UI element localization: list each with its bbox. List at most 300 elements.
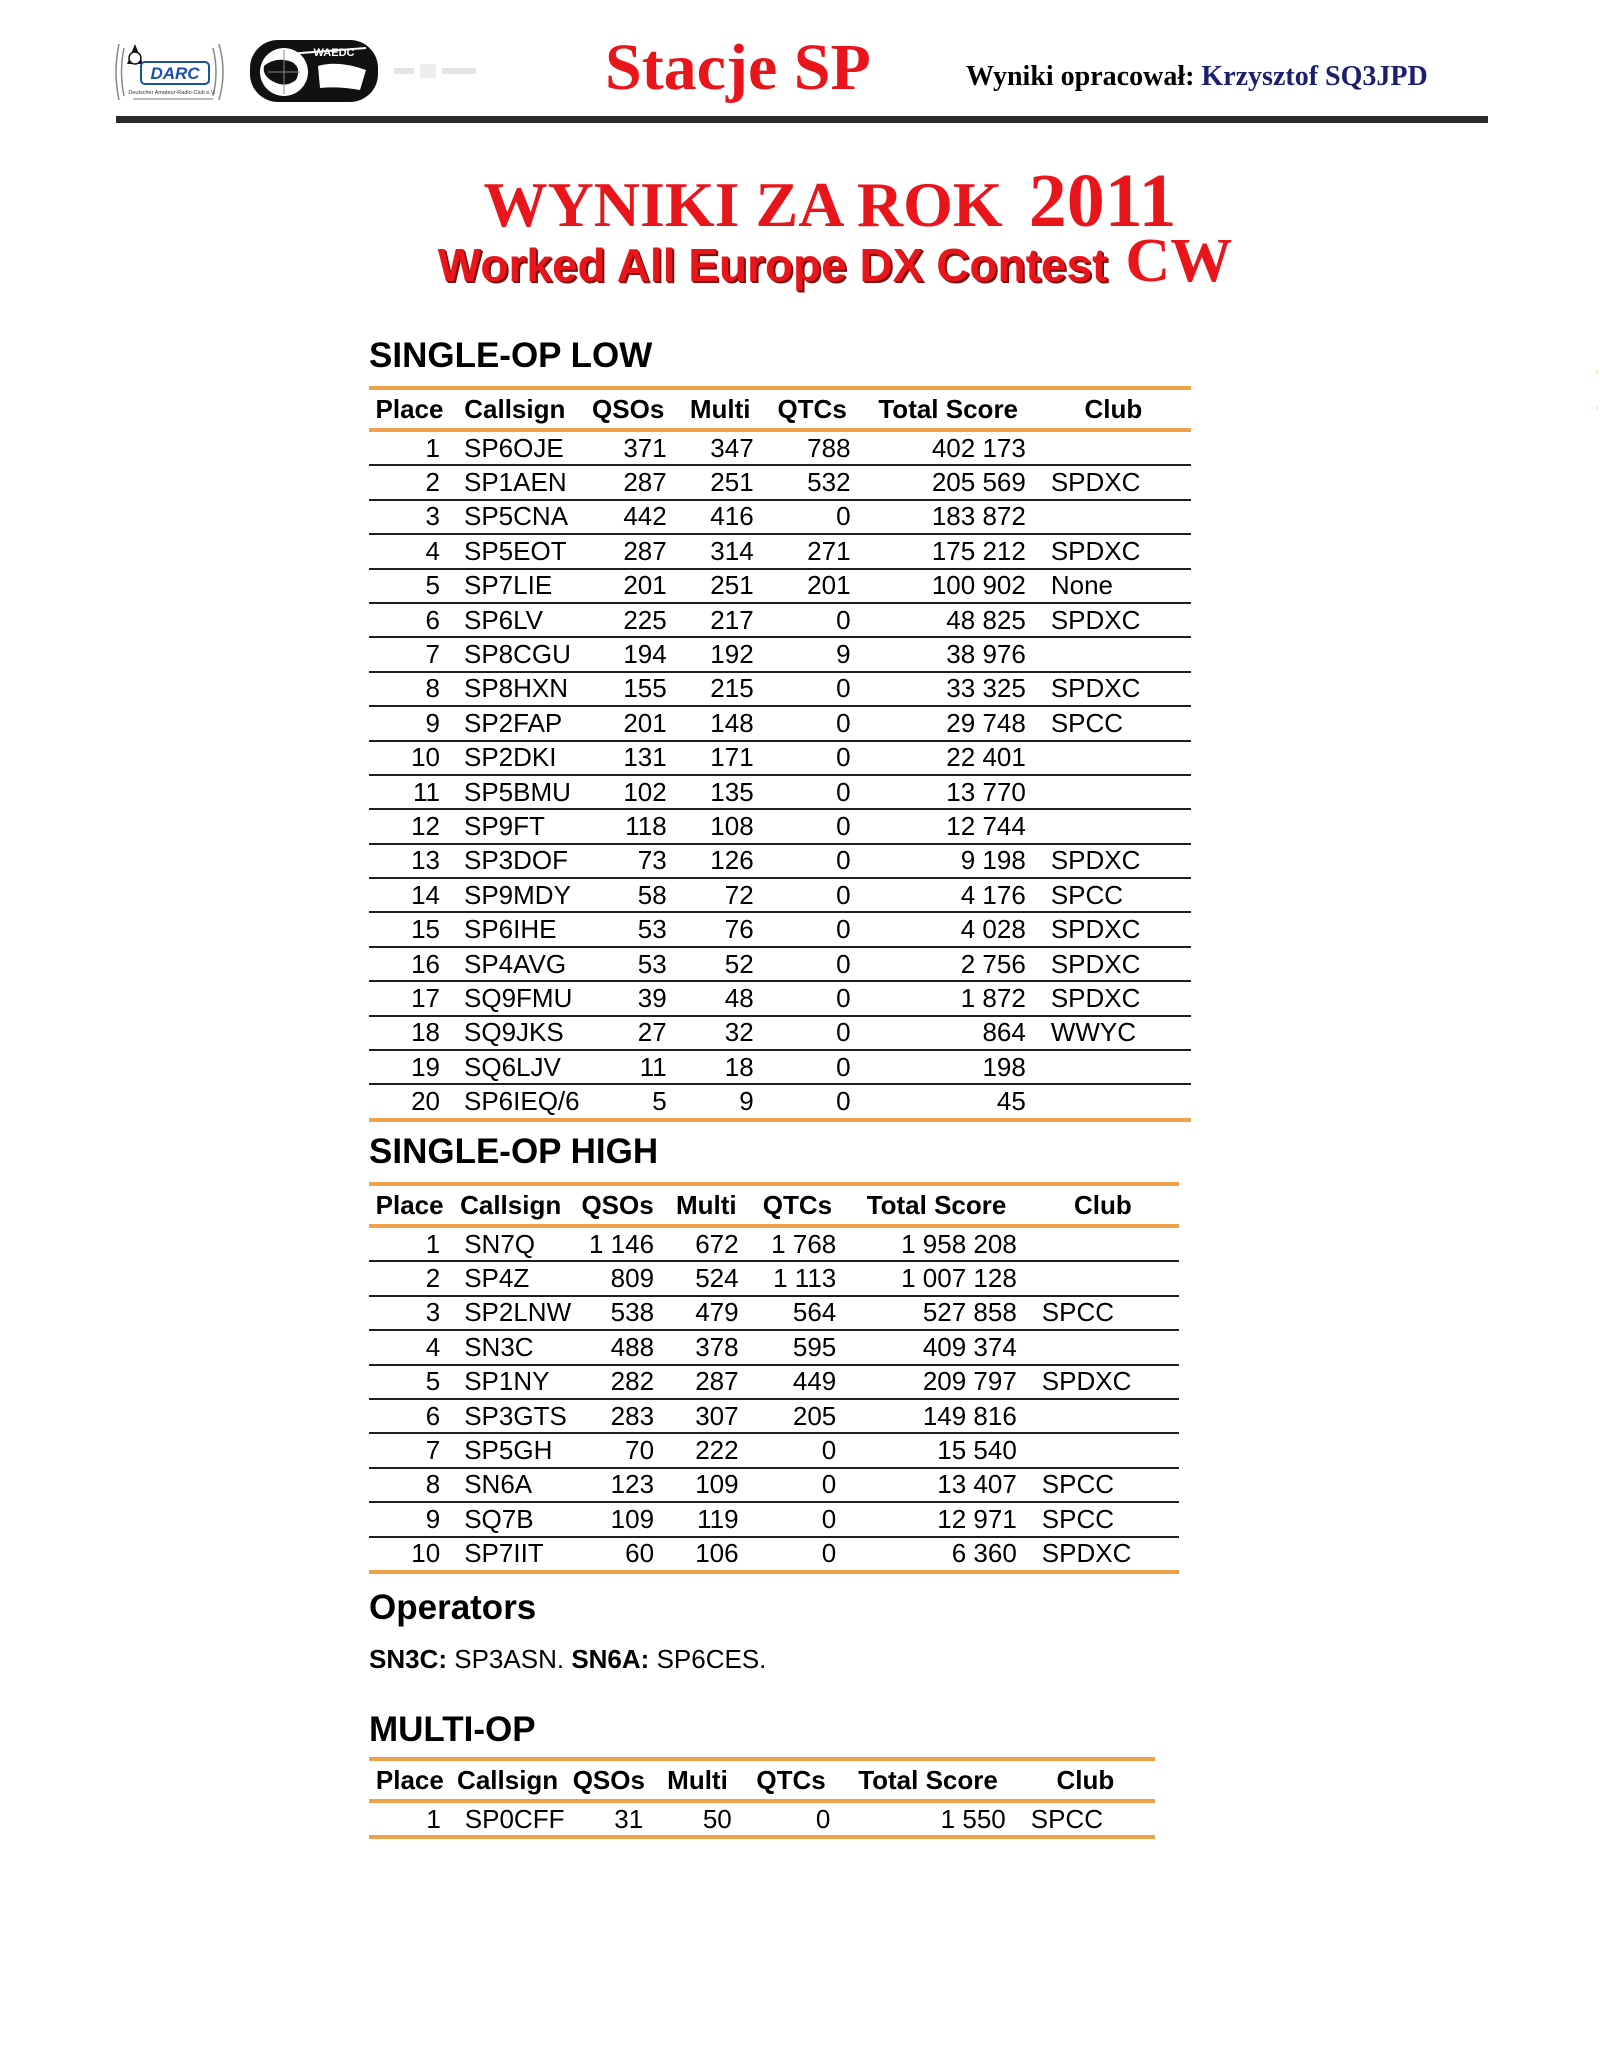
qtcs-cell: 0: [742, 1801, 841, 1837]
place-cell: 18: [369, 1016, 450, 1050]
table-row: [369, 844, 1191, 878]
club-cell: [1027, 1433, 1179, 1467]
table-row: [369, 430, 1191, 465]
callsign-cell: SN7Q: [450, 1226, 571, 1261]
qtcs-cell: 0: [764, 1016, 861, 1050]
table-row: [369, 809, 1191, 843]
club-cell: [1027, 1330, 1179, 1364]
multi-cell: 287: [664, 1365, 749, 1399]
qtcs-cell: 205: [749, 1399, 847, 1433]
qsos-cell: 488: [571, 1330, 664, 1364]
operator-callsigns: SP3ASN.: [454, 1644, 565, 1674]
callsign-cell: SQ9FMU: [450, 981, 580, 1015]
place-cell: 5: [369, 1365, 450, 1399]
club-cell: SPDXC: [1036, 981, 1191, 1015]
place-cell: 19: [369, 1050, 450, 1084]
column-header-multi: Multi: [664, 1184, 749, 1226]
table-row: [369, 1084, 1191, 1119]
table-row: [369, 1261, 1179, 1295]
table-row: [369, 1365, 1179, 1399]
callsign-cell: SP7LIE: [450, 569, 580, 603]
club-cell: [1036, 637, 1191, 671]
qtcs-cell: 449: [749, 1365, 847, 1399]
qsos-cell: 155: [580, 672, 677, 706]
darc-logo: [115, 36, 230, 108]
total-score-cell: 12 744: [861, 809, 1036, 843]
qtcs-cell: 0: [749, 1502, 847, 1536]
column-header-place: Place: [369, 1184, 450, 1226]
multi-cell: 215: [677, 672, 764, 706]
multi-cell: 126: [677, 844, 764, 878]
multi-cell: 108: [677, 809, 764, 843]
qsos-cell: 287: [580, 534, 677, 568]
place-cell: 16: [369, 947, 450, 981]
multi-cell: 119: [664, 1502, 749, 1536]
qsos-cell: 5: [580, 1084, 677, 1119]
header-divider: [116, 116, 1488, 123]
table-header-row: [369, 388, 1191, 430]
multi-cell: 307: [664, 1399, 749, 1433]
qtcs-cell: 0: [764, 878, 861, 912]
total-score-cell: 29 748: [861, 706, 1036, 740]
table-row: [369, 1016, 1191, 1050]
multi-cell: 52: [677, 947, 764, 981]
operator-callsigns: SP6CES.: [656, 1644, 767, 1674]
table-row: [369, 878, 1191, 912]
multi-cell: 217: [677, 603, 764, 637]
place-cell: 12: [369, 809, 450, 843]
total-score-cell: 1 872: [861, 981, 1036, 1015]
qsos-cell: 118: [580, 809, 677, 843]
place-cell: 1: [369, 1801, 451, 1837]
total-score-cell: 1 007 128: [846, 1261, 1027, 1295]
callsign-cell: SP9FT: [450, 809, 580, 843]
qtcs-cell: 0: [764, 741, 861, 775]
qsos-cell: 287: [580, 465, 677, 499]
club-cell: SPDXC: [1027, 1537, 1179, 1572]
column-header-qsos: QSOs: [564, 1759, 653, 1801]
section-title-operators: Operators: [369, 1588, 537, 1627]
multi-cell: 672: [664, 1226, 749, 1261]
qtcs-cell: 0: [764, 947, 861, 981]
multi-cell: 251: [677, 569, 764, 603]
place-cell: 10: [369, 1537, 450, 1572]
callsign-cell: SQ7B: [450, 1502, 571, 1536]
qsos-cell: 31: [564, 1801, 653, 1837]
total-score-cell: 4 176: [861, 878, 1036, 912]
operators-line: [369, 1643, 766, 1675]
qtcs-cell: 0: [764, 706, 861, 740]
column-header-multi: Multi: [677, 388, 764, 430]
total-score-cell: 864: [861, 1016, 1036, 1050]
author-credit: [966, 60, 1428, 94]
table-header-row: [369, 1759, 1155, 1801]
callsign-cell: SP7IIT: [450, 1537, 571, 1572]
callsign-cell: SP0CFF: [451, 1801, 565, 1837]
total-score-cell: 2 756: [861, 947, 1036, 981]
qsos-cell: 282: [571, 1365, 664, 1399]
table-row: [369, 775, 1191, 809]
table-row: [369, 981, 1191, 1015]
club-cell: SPCC: [1036, 706, 1191, 740]
table-header-row: [369, 1184, 1179, 1226]
table-row: [369, 1050, 1191, 1084]
club-cell: WWYC: [1036, 1016, 1191, 1050]
qtcs-cell: 564: [749, 1296, 847, 1330]
qsos-cell: 11: [580, 1050, 677, 1084]
multi-cell: 18: [677, 1050, 764, 1084]
qsos-cell: 73: [580, 844, 677, 878]
place-cell: 8: [369, 1468, 450, 1502]
club-cell: SPDXC: [1036, 465, 1191, 499]
total-score-cell: 409 374: [846, 1330, 1027, 1364]
place-cell: 7: [369, 637, 450, 671]
qtcs-cell: 0: [764, 1084, 861, 1119]
total-score-cell: 33 325: [861, 672, 1036, 706]
total-score-cell: 22 401: [861, 741, 1036, 775]
callsign-cell: SP6IEQ/6: [450, 1084, 580, 1119]
callsign-cell: SP6LV: [450, 603, 580, 637]
callsign-cell: SP4Z: [450, 1261, 571, 1295]
contest-mode: CW: [1125, 227, 1233, 295]
multi-cell: 9: [677, 1084, 764, 1119]
total-score-cell: 209 797: [846, 1365, 1027, 1399]
callsign-cell: SP1AEN: [450, 465, 580, 499]
results-heading-text: WYNIKI ZA ROK: [483, 169, 1003, 240]
author-name: Krzysztof SQ3JPD: [1201, 61, 1428, 92]
club-cell: SPDXC: [1036, 603, 1191, 637]
section-title-multi-op: MULTI-OP: [369, 1710, 536, 1749]
qsos-cell: 371: [580, 430, 677, 465]
total-score-cell: 15 540: [846, 1433, 1027, 1467]
club-cell: SPDXC: [1036, 534, 1191, 568]
column-header-club: Club: [1036, 388, 1191, 430]
total-score-cell: 205 569: [861, 465, 1036, 499]
callsign-cell: SP2DKI: [450, 741, 580, 775]
total-score-cell: 198: [861, 1050, 1036, 1084]
total-score-cell: 38 976: [861, 637, 1036, 671]
multi-cell: 32: [677, 1016, 764, 1050]
qsos-cell: 70: [571, 1433, 664, 1467]
operator-station: SN6A:: [571, 1644, 650, 1674]
qtcs-cell: 0: [749, 1537, 847, 1572]
column-header-place: Place: [369, 1759, 451, 1801]
table-multi-op: [369, 1757, 1155, 1839]
total-score-cell: 48 825: [861, 603, 1036, 637]
qsos-cell: 39: [580, 981, 677, 1015]
qsos-cell: 109: [571, 1502, 664, 1536]
column-header-callsign: Callsign: [450, 388, 580, 430]
qsos-cell: 27: [580, 1016, 677, 1050]
total-score-cell: 1 550: [840, 1801, 1015, 1837]
qtcs-cell: 0: [764, 981, 861, 1015]
waedc-logo: [248, 36, 380, 108]
club-cell: None: [1036, 569, 1191, 603]
qtcs-cell: 1 768: [749, 1226, 847, 1261]
club-cell: [1036, 1050, 1191, 1084]
callsign-cell: SP3GTS: [450, 1399, 571, 1433]
column-header-qsos: QSOs: [571, 1184, 664, 1226]
multi-cell: 378: [664, 1330, 749, 1364]
callsign-cell: SP4AVG: [450, 947, 580, 981]
qsos-cell: 60: [571, 1537, 664, 1572]
page-title: Stacje SP: [605, 31, 871, 104]
callsign-cell: SP2FAP: [450, 706, 580, 740]
club-cell: SPDXC: [1036, 912, 1191, 946]
multi-cell: 416: [677, 500, 764, 534]
callsign-cell: SP8CGU: [450, 637, 580, 671]
column-header-qtcs: QTCs: [742, 1759, 841, 1801]
callsign-cell: SP5BMU: [450, 775, 580, 809]
club-cell: SPCC: [1016, 1801, 1155, 1837]
table-row: [369, 603, 1191, 637]
contest-name: Worked All Europe DX Contest: [437, 239, 1108, 291]
results-year: 2011: [1028, 159, 1177, 243]
place-cell: 13: [369, 844, 450, 878]
qsos-cell: 538: [571, 1296, 664, 1330]
place-cell: 10: [369, 741, 450, 775]
multi-cell: 251: [677, 465, 764, 499]
contest-heading: [0, 226, 1600, 297]
total-score-cell: 9 198: [861, 844, 1036, 878]
qsos-cell: 1 146: [571, 1226, 664, 1261]
qtcs-cell: 0: [764, 844, 861, 878]
table-row: [369, 1433, 1179, 1467]
club-cell: [1027, 1261, 1179, 1295]
place-cell: 1: [369, 430, 450, 465]
table-row: [369, 1537, 1179, 1572]
club-cell: [1027, 1226, 1179, 1261]
column-header-place: Place: [369, 388, 450, 430]
place-cell: 7: [369, 1433, 450, 1467]
place-cell: 14: [369, 878, 450, 912]
multi-cell: 171: [677, 741, 764, 775]
table-row: [369, 534, 1191, 568]
qsos-cell: 194: [580, 637, 677, 671]
callsign-cell: SQ9JKS: [450, 1016, 580, 1050]
table-row: [369, 1330, 1179, 1364]
table-row: [369, 1801, 1155, 1837]
callsign-cell: SP5GH: [450, 1433, 571, 1467]
club-cell: SPCC: [1027, 1296, 1179, 1330]
place-cell: 6: [369, 1399, 450, 1433]
table-single-op-high: [369, 1182, 1179, 1574]
total-score-cell: 1 958 208: [846, 1226, 1027, 1261]
callsign-cell: SN3C: [450, 1330, 571, 1364]
place-cell: 17: [369, 981, 450, 1015]
qtcs-cell: 0: [764, 672, 861, 706]
place-cell: 8: [369, 672, 450, 706]
qtcs-cell: 0: [764, 603, 861, 637]
multi-cell: 109: [664, 1468, 749, 1502]
multi-cell: 148: [677, 706, 764, 740]
total-score-cell: 175 212: [861, 534, 1036, 568]
svg-text:DARC: DARC: [150, 64, 200, 83]
table-row: [369, 1226, 1179, 1261]
callsign-cell: SP3DOF: [450, 844, 580, 878]
place-cell: 9: [369, 706, 450, 740]
club-cell: [1036, 1084, 1191, 1119]
place-cell: 3: [369, 500, 450, 534]
qsos-cell: 283: [571, 1399, 664, 1433]
qtcs-cell: 0: [764, 809, 861, 843]
operator-station: SN3C:: [369, 1644, 448, 1674]
total-score-cell: 100 902: [861, 569, 1036, 603]
table-row: [369, 1468, 1179, 1502]
column-header-multi: Multi: [653, 1759, 742, 1801]
author-label: Wyniki opracował:: [966, 61, 1195, 92]
column-header-callsign: Callsign: [450, 1184, 571, 1226]
total-score-cell: 402 173: [861, 430, 1036, 465]
qtcs-cell: 1 113: [749, 1261, 847, 1295]
callsign-cell: SP1NY: [450, 1365, 571, 1399]
table-single-op-low: [369, 386, 1191, 1122]
qtcs-cell: 0: [764, 775, 861, 809]
table-row: [369, 500, 1191, 534]
total-score-cell: 13 407: [846, 1468, 1027, 1502]
qtcs-cell: 595: [749, 1330, 847, 1364]
club-cell: SPDXC: [1036, 947, 1191, 981]
table-row: [369, 1399, 1179, 1433]
table-row: [369, 465, 1191, 499]
qsos-cell: 58: [580, 878, 677, 912]
qsos-cell: 225: [580, 603, 677, 637]
multi-cell: 524: [664, 1261, 749, 1295]
column-header-qtcs: QTCs: [764, 388, 861, 430]
multi-cell: 347: [677, 430, 764, 465]
multi-cell: 76: [677, 912, 764, 946]
qtcs-cell: 788: [764, 430, 861, 465]
qtcs-cell: 0: [764, 912, 861, 946]
section-title-single-op-low: SINGLE-OP LOW: [369, 336, 653, 375]
qtcs-cell: 201: [764, 569, 861, 603]
total-score-cell: 527 858: [846, 1296, 1027, 1330]
qsos-cell: 131: [580, 741, 677, 775]
multi-cell: 72: [677, 878, 764, 912]
total-score-cell: 6 360: [846, 1537, 1027, 1572]
club-cell: SPDXC: [1036, 672, 1191, 706]
place-cell: 5: [369, 569, 450, 603]
callsign-cell: SP5EOT: [450, 534, 580, 568]
column-header-qsos: QSOs: [580, 388, 677, 430]
club-cell: SPDXC: [1027, 1365, 1179, 1399]
faint-watermark-logo: [392, 58, 482, 84]
column-header-club: Club: [1027, 1184, 1179, 1226]
callsign-cell: SP9MDY: [450, 878, 580, 912]
qsos-cell: 442: [580, 500, 677, 534]
callsign-cell: SP6OJE: [450, 430, 580, 465]
column-header-club: Club: [1016, 1759, 1155, 1801]
callsign-cell: SP8HXN: [450, 672, 580, 706]
table-row: [369, 672, 1191, 706]
place-cell: 4: [369, 534, 450, 568]
column-header-total-score: Total Score: [840, 1759, 1015, 1801]
table-row: [369, 1502, 1179, 1536]
qsos-cell: 201: [580, 706, 677, 740]
qsos-cell: 53: [580, 947, 677, 981]
qsos-cell: 201: [580, 569, 677, 603]
section-title-single-op-high: SINGLE-OP HIGH: [369, 1132, 659, 1171]
total-score-cell: 12 971: [846, 1502, 1027, 1536]
table-row: [369, 947, 1191, 981]
table-row: [369, 1296, 1179, 1330]
place-cell: 9: [369, 1502, 450, 1536]
multi-cell: 192: [677, 637, 764, 671]
callsign-cell: SN6A: [450, 1468, 571, 1502]
place-cell: 6: [369, 603, 450, 637]
table-row: [369, 637, 1191, 671]
total-score-cell: 4 028: [861, 912, 1036, 946]
column-header-qtcs: QTCs: [749, 1184, 847, 1226]
place-cell: 1: [369, 1226, 450, 1261]
club-cell: SPCC: [1027, 1468, 1179, 1502]
club-cell: [1036, 430, 1191, 465]
column-header-total-score: Total Score: [861, 388, 1036, 430]
club-cell: SPCC: [1036, 878, 1191, 912]
table-row: [369, 706, 1191, 740]
edge-mark: [1590, 360, 1600, 420]
qtcs-cell: 0: [749, 1468, 847, 1502]
qtcs-cell: 0: [764, 1050, 861, 1084]
qsos-cell: 809: [571, 1261, 664, 1295]
place-cell: 4: [369, 1330, 450, 1364]
table-row: [369, 741, 1191, 775]
club-cell: [1036, 809, 1191, 843]
multi-cell: 314: [677, 534, 764, 568]
club-cell: [1036, 741, 1191, 775]
place-cell: 2: [369, 1261, 450, 1295]
column-header-total-score: Total Score: [846, 1184, 1027, 1226]
place-cell: 11: [369, 775, 450, 809]
qtcs-cell: 271: [764, 534, 861, 568]
club-cell: [1036, 500, 1191, 534]
total-score-cell: 183 872: [861, 500, 1036, 534]
multi-cell: 479: [664, 1296, 749, 1330]
qtcs-cell: 9: [764, 637, 861, 671]
multi-cell: 222: [664, 1433, 749, 1467]
callsign-cell: SP5CNA: [450, 500, 580, 534]
svg-text:Deutscher Amateur-Radio-Club e: Deutscher Amateur-Radio-Club e.V.: [128, 90, 216, 96]
multi-cell: 50: [653, 1801, 742, 1837]
place-cell: 2: [369, 465, 450, 499]
total-score-cell: 149 816: [846, 1399, 1027, 1433]
callsign-cell: SP2LNW: [450, 1296, 571, 1330]
club-cell: [1036, 775, 1191, 809]
qsos-cell: 123: [571, 1468, 664, 1502]
total-score-cell: 13 770: [861, 775, 1036, 809]
multi-cell: 106: [664, 1537, 749, 1572]
qsos-cell: 53: [580, 912, 677, 946]
place-cell: 15: [369, 912, 450, 946]
page-header: [0, 0, 1600, 130]
callsign-cell: SQ6LJV: [450, 1050, 580, 1084]
total-score-cell: 45: [861, 1084, 1036, 1119]
column-header-callsign: Callsign: [451, 1759, 565, 1801]
multi-cell: 48: [677, 981, 764, 1015]
qtcs-cell: 0: [749, 1433, 847, 1467]
place-cell: 20: [369, 1084, 450, 1119]
qtcs-cell: 532: [764, 465, 861, 499]
callsign-cell: SP6IHE: [450, 912, 580, 946]
table-row: [369, 569, 1191, 603]
place-cell: 3: [369, 1296, 450, 1330]
qsos-cell: 102: [580, 775, 677, 809]
table-row: [369, 912, 1191, 946]
club-cell: SPCC: [1027, 1502, 1179, 1536]
qtcs-cell: 0: [764, 500, 861, 534]
svg-text:WAEDC: WAEDC: [313, 47, 355, 59]
multi-cell: 135: [677, 775, 764, 809]
